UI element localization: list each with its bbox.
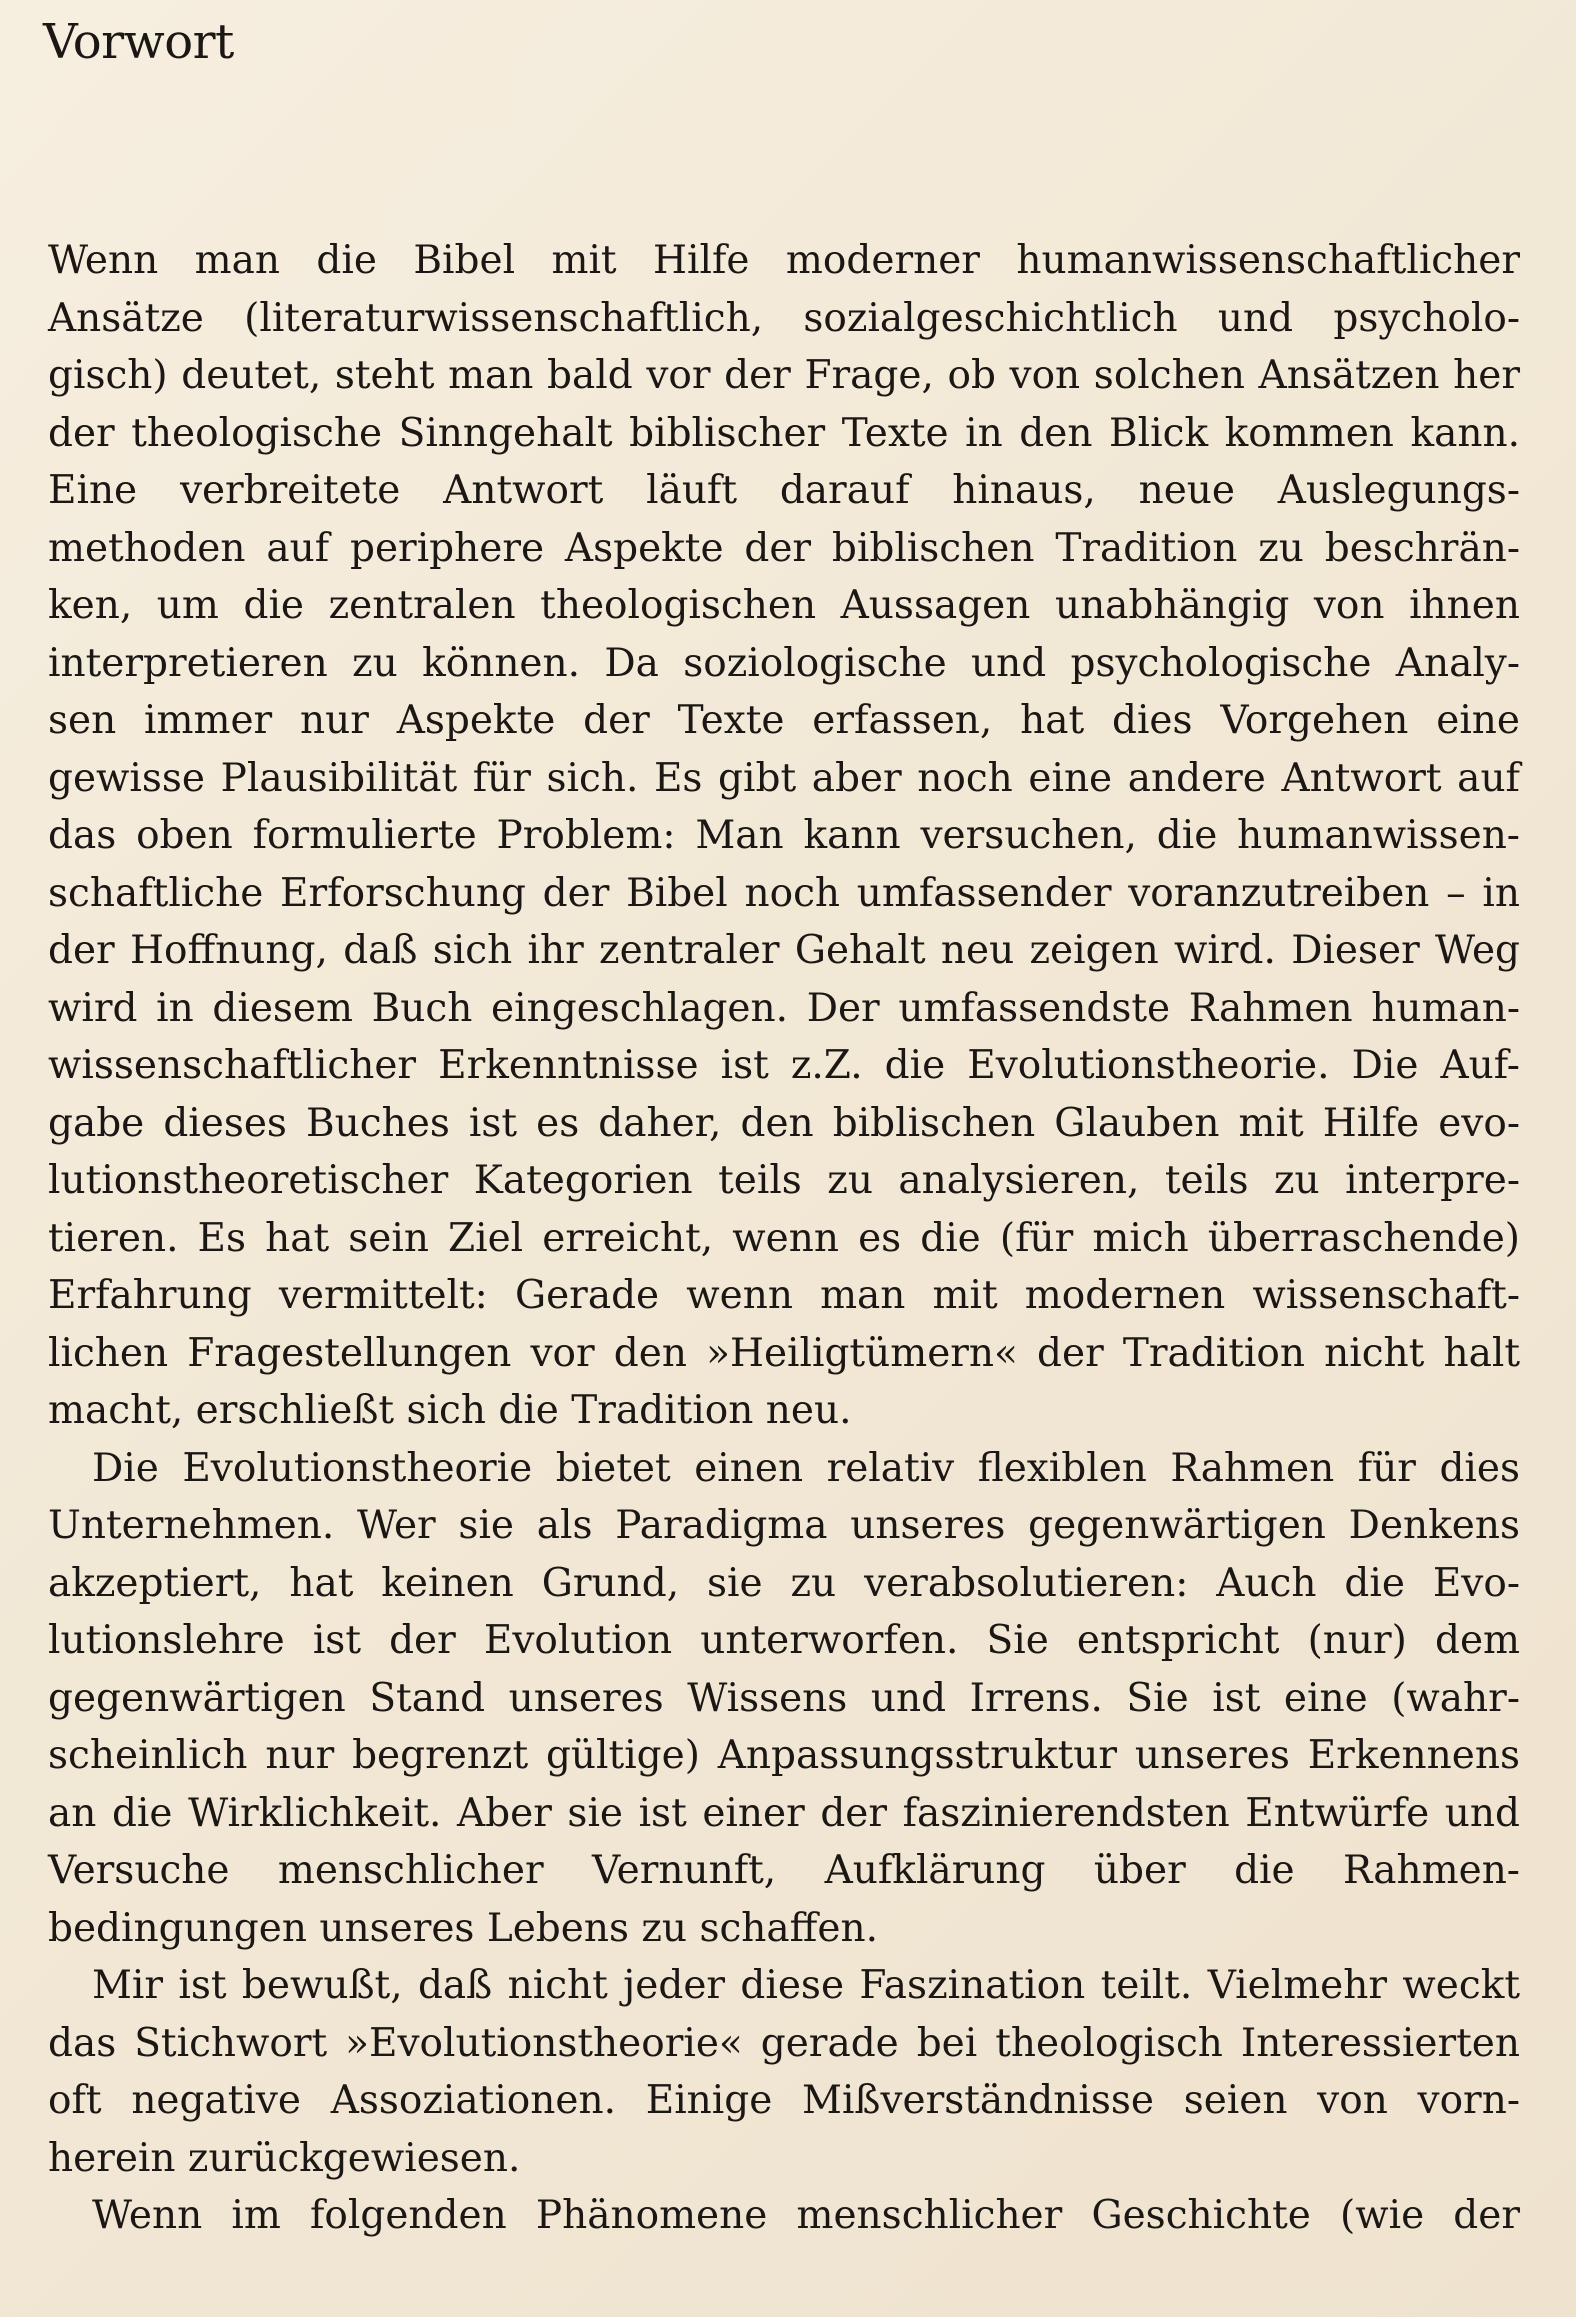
text-line: gewisse Plausibilität für sich. Es gibt aber noch eine andere Antwort auf — [48, 755, 1520, 801]
text-line: gegenwärtigen Stand unseres Wissens und Irrens. Sie ist eine (wahr- — [48, 1675, 1520, 1721]
text-line: Unternehmen. Wer sie als Paradigma unseres gegenwärtigen Denkens — [48, 1503, 1520, 1548]
body-text — [48, 232, 1520, 2245]
text-line: an die Wirklichkeit. Aber sie ist einer der faszinierendsten Entwürfe und — [48, 1790, 1520, 1836]
paragraph-1 — [48, 232, 1520, 1440]
text-line: wissenschaftlicher Erkenntnisse ist z.Z. die Evolutionstheorie. Die Auf- — [48, 1043, 1520, 1088]
text-line: Die Evolutionstheorie bietet einen relativ flexiblen Rahmen für dies — [92, 1445, 1520, 1491]
text-line: lutionslehre ist der Evolution unterworfen. Sie entspricht (nur) dem — [48, 1618, 1520, 1663]
text-line: der theologische Sinngehalt biblischer Texte in den Blick kommen kann. — [48, 410, 1520, 456]
text-line: oft negative Assoziationen. Einige Mißverständnisse seien von vorn- — [48, 2078, 1520, 2123]
text-line: schaftliche Erforschung der Bibel noch umfassender voranzutreiben – in — [48, 870, 1520, 916]
text-line: der Hoffnung, daß sich ihr zentraler Gehalt neu zeigen wird. Dieser Weg — [48, 928, 1520, 973]
text-line: lutionstheoretischer Kategorien teils zu analysieren, teils zu interpre- — [48, 1158, 1520, 1203]
text-line: akzeptiert, hat keinen Grund, sie zu verabsolutieren: Auch die Evo- — [48, 1560, 1520, 1606]
text-line: gabe dieses Buches ist es daher, den biblischen Glauben mit Hilfe evo- — [48, 1100, 1520, 1146]
text-line: Wenn man die Bibel mit Hilfe moderner humanwissenschaftlicher — [48, 238, 1520, 283]
text-line: Ansätze (literaturwissenschaftlich, sozialgeschichtlich und psycholo- — [48, 295, 1520, 341]
text-line: tieren. Es hat sein Ziel erreicht, wenn es die (für mich überraschende) — [48, 1215, 1520, 1261]
text-line: sen immer nur Aspekte der Texte erfassen, hat dies Vorgehen eine — [48, 698, 1520, 743]
text-line: herein zurückgewiesen. — [48, 2135, 521, 2181]
paragraph-4 — [48, 2187, 1520, 2245]
text-line: das Stichwort »Evolutionstheorie« gerade bei theologisch Interessierten — [48, 2020, 1520, 2066]
text-line: ken, um die zentralen theologischen Aussagen unabhängig von ihnen — [48, 583, 1520, 628]
text-line: das oben formulierte Problem: Man kann versuchen, die humanwissen- — [48, 813, 1520, 858]
text-line: Wenn im folgenden Phänomene menschlicher Geschichte (wie der — [92, 2193, 1520, 2238]
text-line: lichen Fragestellungen vor den »Heiligtümern« der Tradition nicht halt — [48, 1330, 1520, 1376]
text-line: macht, erschließt sich die Tradition neu. — [48, 1388, 852, 1433]
text-line: methoden auf periphere Aspekte der biblischen Tradition zu beschrän- — [48, 525, 1520, 571]
text-line: bedingungen unseres Lebens zu schaffen. — [48, 1905, 878, 1951]
text-line: Mir ist bewußt, daß nicht jeder diese Faszination teilt. Vielmehr weckt — [92, 1963, 1520, 2008]
paragraph-3 — [48, 1957, 1520, 2187]
text-line: Erfahrung vermittelt: Gerade wenn man mit modernen wissenschaft- — [48, 1273, 1520, 1318]
page-title: Vorwort — [43, 14, 234, 70]
text-line: interpretieren zu können. Da soziologische und psychologische Analy- — [48, 640, 1520, 686]
paragraph-2 — [48, 1440, 1520, 1958]
text-line: scheinlich nur begrenzt gültige) Anpassungsstruktur unseres Erkennens — [48, 1733, 1520, 1778]
text-line: Eine verbreitete Antwort läuft darauf hinaus, neue Auslegungs- — [48, 468, 1520, 513]
text-line: Versuche menschlicher Vernunft, Aufklärung über die Rahmen- — [48, 1848, 1520, 1893]
text-line: gisch) deutet, steht man bald vor der Frage, ob von solchen Ansätzen her — [48, 353, 1520, 398]
text-line: wird in diesem Buch eingeschlagen. Der umfassendste Rahmen human- — [48, 985, 1520, 1031]
